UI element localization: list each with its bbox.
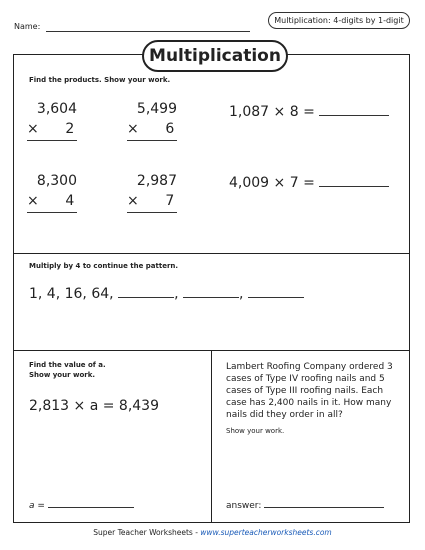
answer-row [226,501,384,511]
pattern-numbers: 1, 4, 16, 64, [29,286,114,302]
problem-multiplier: × 2 [27,121,75,137]
answer-bar [127,212,177,213]
section-divider [13,253,410,254]
answer-bar [27,212,77,213]
horizontal-problem [229,175,389,191]
column-divider [211,351,212,523]
pattern-sequence [29,286,304,302]
answer-bar [127,140,177,141]
section3-instructions-line1: Find the value of a. [29,361,106,369]
problem-top-number: 5,499 [136,101,177,117]
footer-link[interactable]: www.superteacherworksheets.com [200,528,332,537]
problem-top-number: 2,987 [136,173,177,189]
page-title: Multiplication [142,40,288,72]
pattern-blank-2[interactable] [183,297,239,298]
footer-text: Super Teacher Worksheets - [93,528,201,537]
problem-multiplier: × 4 [27,193,75,209]
show-work-label: Show your work. [226,427,285,435]
horizontal-problem [229,104,389,120]
section1-instructions: Find the products. Show your work. [29,76,171,84]
footer [0,528,425,537]
problem-top-number: 8,300 [36,173,77,189]
equation: 2,813 × a = 8,439 [29,398,159,414]
problem-multiplier: × 6 [127,121,175,137]
pattern-comma: , [174,286,179,302]
name-label: Name: [14,22,41,31]
pattern-blank-1[interactable] [118,297,174,298]
word-problem: Lambert Roofing Company ordered 3 cases of Type IV roofing nails and 5 cases of Type III roofing nails. Each case has 2,400 nails in it. How many nails did they order in all? [226,362,393,420]
problem-top-number: 3,604 [36,101,77,117]
section3-instructions-line2: Show your work. [29,371,96,379]
answer-bar [27,140,77,141]
horizontal-problem-text: 4,009 × 7 = [229,175,315,191]
answer-blank[interactable] [48,507,134,508]
horizontal-problem-text: 1,087 × 8 = [229,104,315,120]
section2-instructions: Multiply by 4 to continue the pattern. [29,262,179,270]
answer-label: answer: [226,501,262,511]
topic-badge: Multiplication: 4-digits by 1-digit [268,12,410,29]
name-line [46,31,250,32]
answer-blank[interactable] [319,186,389,187]
pattern-comma: , [238,286,244,302]
pattern-blank-3[interactable] [248,297,304,298]
answer-row [29,501,134,511]
answer-blank[interactable] [319,115,389,116]
answer-label: a = [29,501,45,511]
answer-blank[interactable] [264,507,384,508]
problem-multiplier: × 7 [127,193,175,209]
